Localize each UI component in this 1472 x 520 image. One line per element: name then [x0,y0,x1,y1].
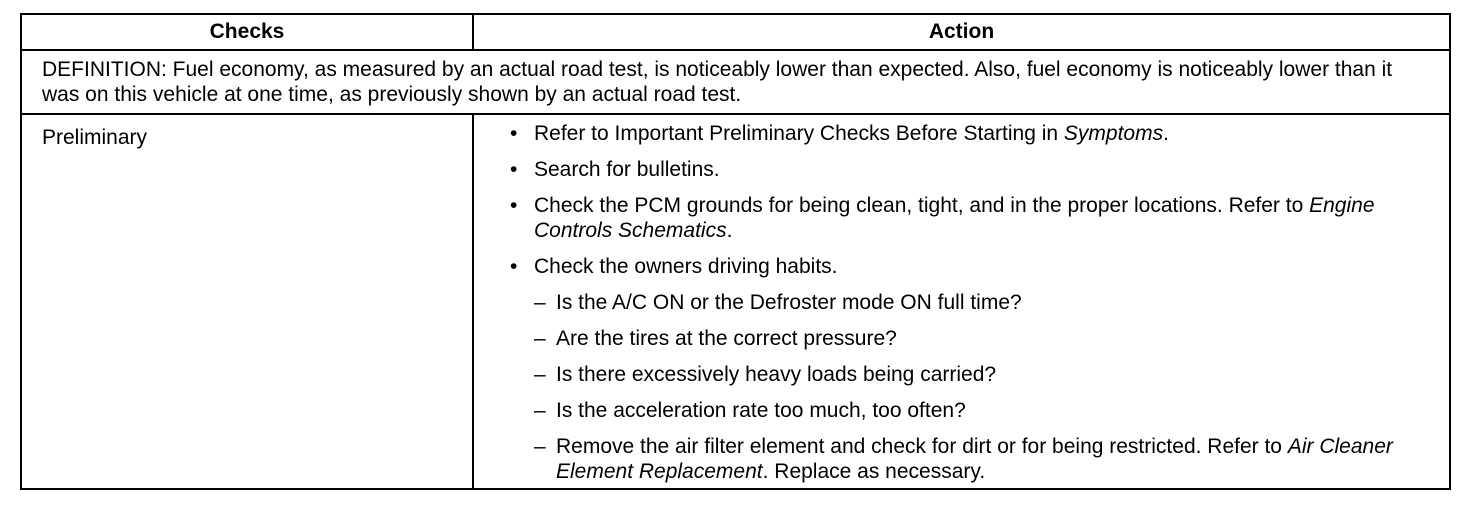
action-text-end: . [726,219,733,242]
diagnostic-table [20,13,1451,490]
bullet-icon: • [510,122,518,145]
sub-item-text-end: . Replace as necessary. [762,460,986,483]
action-list [510,121,1439,484]
sub-item [534,362,1439,387]
action-reference: Symptoms [1063,122,1164,145]
action-text: Search for bulletins. [534,158,720,181]
action-text: Check the PCM grounds for being clean, tight, and in the proper locations. Refer to [534,194,1310,217]
action-text: Refer to Important Preliminary Checks Before Starting in [534,122,1064,145]
driving-habits-sublist [534,290,1439,484]
dash-icon: – [534,291,546,314]
sub-item-text: Are the tires at the correct pressure? [556,327,897,350]
action-text-end: . [1163,122,1169,145]
dash-icon: – [534,399,546,422]
dash-icon: – [534,435,546,458]
bullet-icon: • [510,194,518,217]
sub-item [534,326,1439,351]
sub-item [534,434,1439,484]
sub-item-text: Is the acceleration rate too much, too often? [556,399,966,422]
header-row [21,14,1450,50]
preliminary-row [21,114,1450,489]
action-column-header: Action [473,14,1450,50]
action-reference: Engine Controls Schematics [534,194,1375,242]
sub-item-text: Remove the air filter element and check for dirt or for being restricted. Refer to [556,435,1288,458]
definition-text: DEFINITION: Fuel economy, as measured by an actual road test, is noticeably lower than expected. Also, fuel economy is noticeably lower than it was on this vehicle at one time, as previously shown by an actual road test. [21,50,1450,114]
sub-item-text: Is there excessively heavy loads being carried? [556,363,997,386]
check-name: Preliminary [21,114,473,489]
action-item [510,157,1439,182]
dash-icon: – [534,327,546,350]
action-item [510,193,1439,243]
action-item [510,254,1439,484]
definition-row [21,50,1450,114]
bullet-icon: • [510,158,518,181]
sub-item [534,398,1439,423]
sub-item-text: Is the A/C ON or the Defroster mode ON full time? [556,291,1022,314]
sub-item [534,290,1439,315]
action-text: Check the owners driving habits. [534,255,838,278]
action-item [510,121,1439,146]
action-cell [473,114,1450,489]
sub-item-reference: Air Cleaner Element Replacement [556,435,1393,483]
checks-column-header: Checks [21,14,473,50]
bullet-icon: • [510,255,518,278]
dash-icon: – [534,363,546,386]
